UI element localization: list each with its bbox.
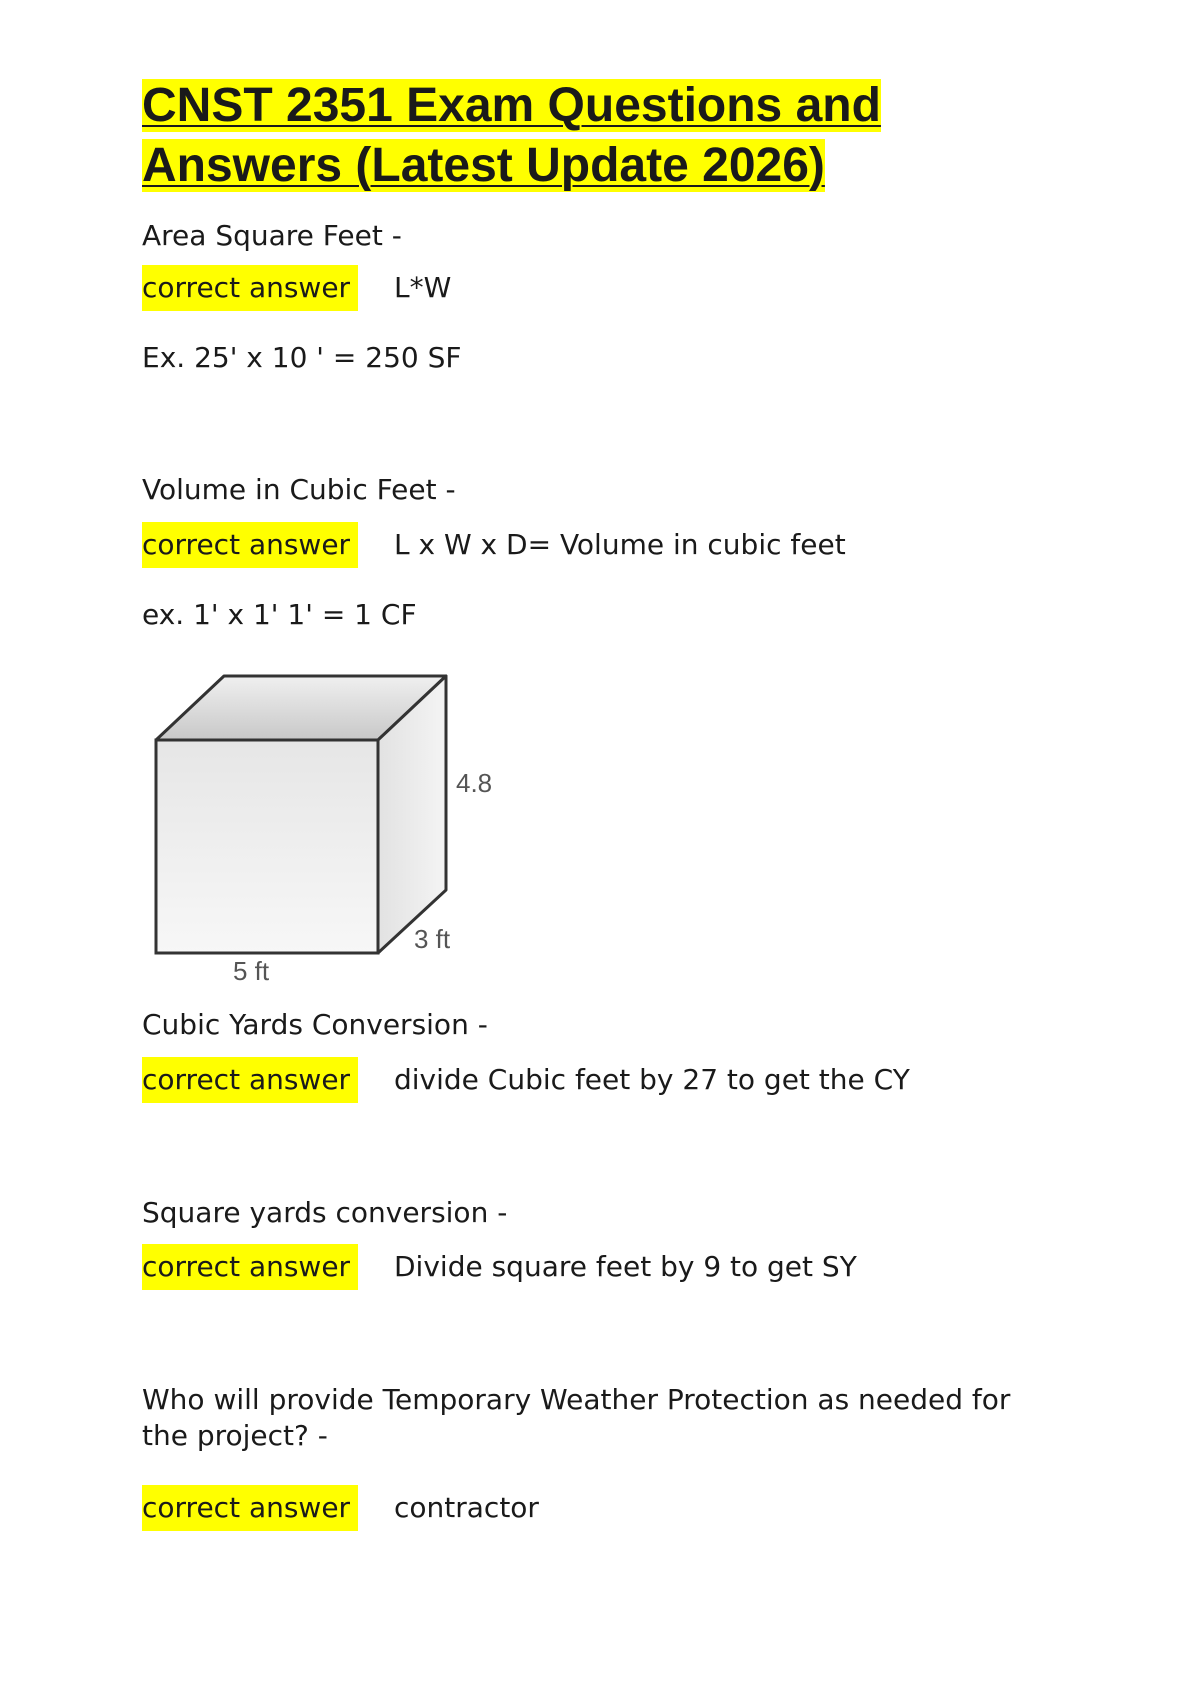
answer-cubic-yards: divide Cubic feet by 27 to get the CY — [394, 1063, 910, 1096]
correct-answer-badge: correct answer — [142, 265, 358, 311]
correct-answer-badge: correct answer — [142, 1244, 358, 1290]
answer-area: L*W — [394, 271, 452, 304]
question-area: Area Square Feet - — [142, 219, 402, 252]
question-cubic-yards: Cubic Yards Conversion - — [142, 1008, 488, 1041]
correct-answer-badge: correct answer — [142, 1057, 358, 1103]
answer-volume: L x W x D= Volume in cubic feet — [394, 528, 846, 561]
correct-answer-badge: correct answer — [142, 1485, 358, 1531]
question-volume: Volume in Cubic Feet - — [142, 473, 456, 506]
correct-answer-badge: correct answer — [142, 522, 358, 568]
question-square-yards: Square yards conversion - — [142, 1196, 508, 1229]
question-weather-protection: Who will provide Temporary Weather Protection as needed for the project? - — [142, 1383, 1011, 1452]
height-label: 4.8 — [456, 768, 493, 798]
title-line-2: Answers (Latest Update 2026) — [142, 139, 825, 192]
answer-weather-protection: contractor — [394, 1491, 539, 1524]
example-volume: ex. 1' x 1' 1' = 1 CF — [142, 598, 417, 631]
rectangular-prism-figure — [150, 668, 510, 988]
title-line-1: CNST 2351 Exam Questions and — [142, 79, 881, 132]
prism-front-face — [156, 740, 378, 953]
page-title — [142, 76, 942, 196]
answer-square-yards: Divide square feet by 9 to get SY — [394, 1250, 857, 1283]
example-area: Ex. 25' x 10 ' = 250 SF — [142, 341, 462, 374]
depth-label: 3 ft — [414, 924, 451, 954]
width-label: 5 ft — [233, 956, 270, 986]
